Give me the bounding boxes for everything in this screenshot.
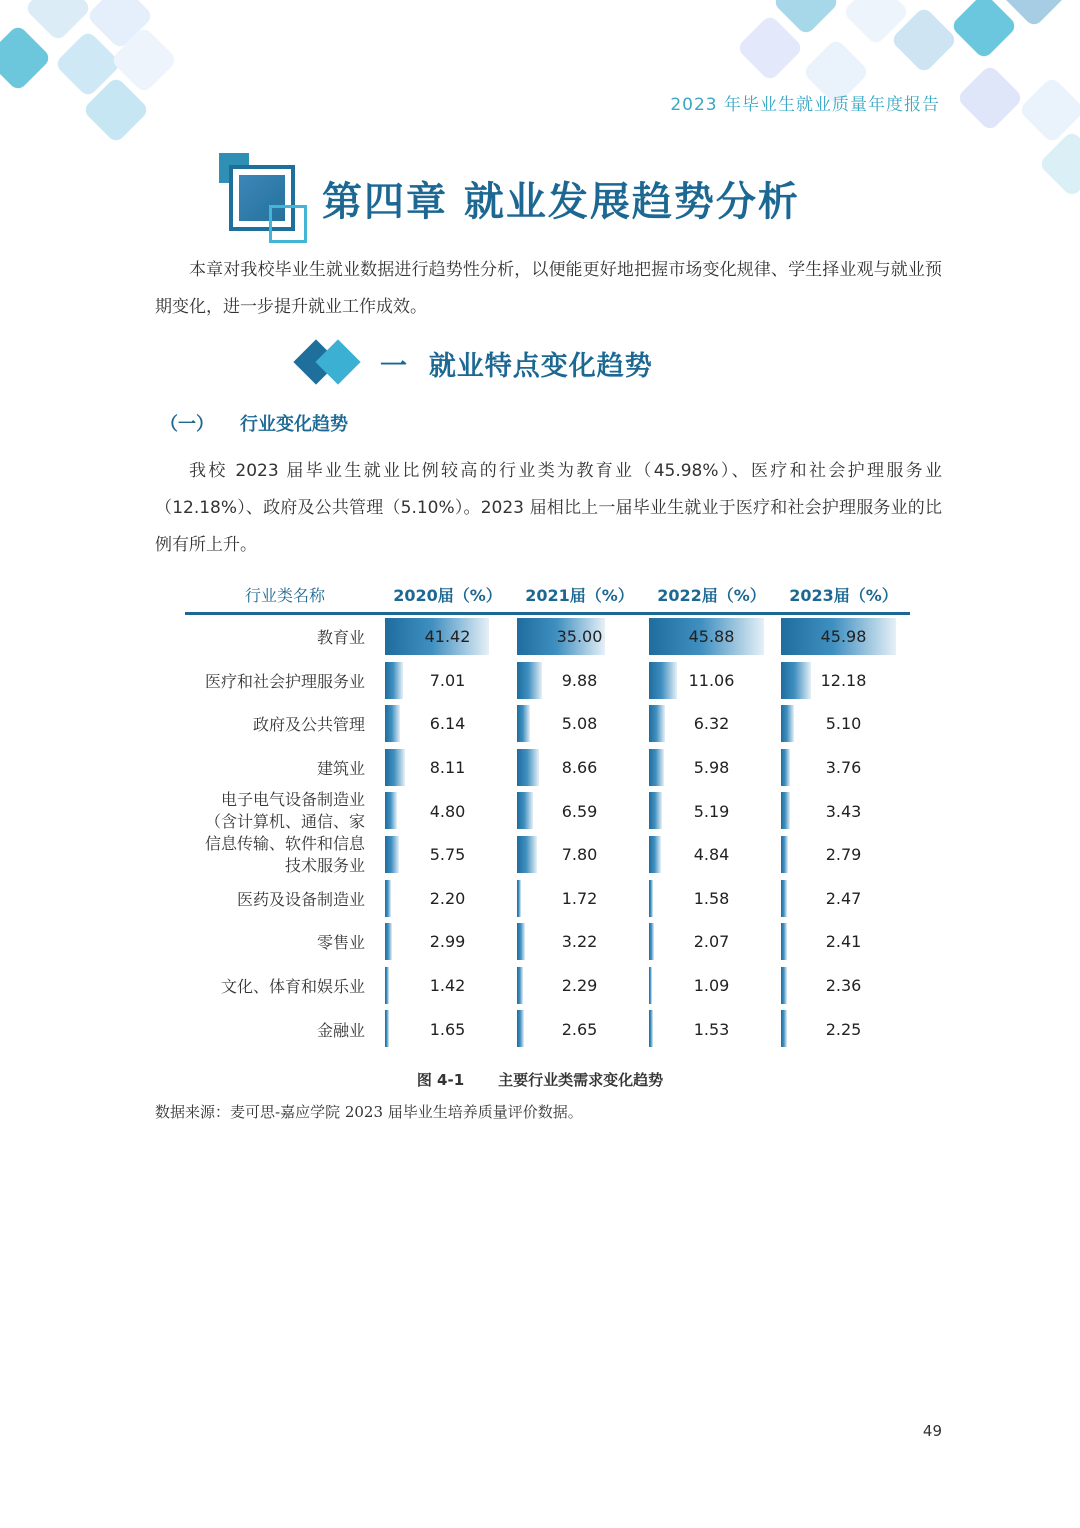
chapter-squares-icon [219, 153, 311, 245]
value-label: 5.08 [561, 714, 598, 734]
page-number: 49 [922, 1422, 942, 1440]
section-title [380, 344, 653, 383]
value-label: 8.66 [561, 758, 598, 778]
value-label: 2.36 [825, 976, 862, 996]
row-label: 金融业 [316, 1020, 365, 1040]
row-label: 零售业 [316, 933, 365, 953]
value-label: 5.98 [693, 758, 730, 778]
value-label: 8.11 [429, 758, 466, 778]
value-label: 2.65 [561, 1019, 598, 1039]
value-label: 35.00 [556, 627, 603, 647]
row-label-line: 电子电气设备制造业 [220, 789, 365, 809]
value-label: 5.10 [825, 714, 862, 734]
header-2021: 2021届（%） [525, 586, 634, 605]
header-industry-name: 行业类名称 [244, 586, 325, 605]
industry-trend-chart [185, 578, 910, 1048]
value-label: 45.88 [688, 627, 735, 647]
value-label: 7.01 [429, 670, 466, 690]
intro-paragraph: 本章对我校毕业生就业数据进行趋势性分析，以便能更好地把握市场变化规律、学生择业观与就业预期变化，进一步提升就业工作成效。 [155, 260, 942, 317]
table-row [185, 746, 910, 790]
subsection-title [160, 410, 348, 436]
value-label: 4.84 [693, 845, 730, 865]
value-label: 1.09 [693, 976, 730, 996]
row-label-line: （含计算机、通信、家 [204, 811, 365, 831]
value-label: 2.07 [693, 932, 730, 952]
value-label: 4.80 [429, 801, 466, 821]
value-label: 9.88 [561, 670, 598, 690]
value-label: 1.53 [693, 1019, 730, 1039]
body-paragraph: 我校 2023 届毕业生就业比例较高的行业类为教育业（45.98%）、医疗和社会护理服务业（12.18%）、政府及公共管理（5.10%）。2023 届相比上一届毕业生就业于医疗和社会护理服务业的比例有所上升。 [155, 461, 942, 555]
row-label: 文化、体育和娱乐业 [220, 977, 365, 997]
value-label: 1.58 [693, 888, 730, 908]
value-label: 41.42 [424, 627, 471, 647]
section-title-text: 就业特点变化趋势 [428, 351, 653, 382]
value-label: 7.80 [561, 845, 598, 865]
value-label: 2.41 [825, 932, 862, 952]
chart-header [185, 578, 910, 614]
running-header: 2023 年毕业生就业质量年度报告 [670, 95, 940, 115]
value-label: 11.06 [688, 670, 735, 690]
value-label: 2.79 [825, 845, 862, 865]
value-label: 3.76 [825, 758, 862, 778]
row-label: 教育业 [316, 628, 365, 648]
value-label: 6.32 [693, 714, 730, 734]
header-2023: 2023届（%） [789, 586, 898, 605]
value-label: 45.98 [820, 627, 867, 647]
row-label: 政府及公共管理 [252, 715, 365, 735]
header-2022: 2022届（%） [657, 586, 766, 605]
section-diamond-icon [292, 338, 364, 386]
subsection-number: （一） [160, 414, 214, 435]
value-label: 5.75 [429, 845, 466, 865]
value-label: 2.29 [561, 976, 598, 996]
figure-number: 图 4-1 [416, 1071, 465, 1089]
value-label: 6.14 [429, 714, 466, 734]
value-label: 2.99 [429, 932, 466, 952]
row-label [165, 789, 365, 876]
figure-title: 主要行业类需求变化趋势 [498, 1071, 664, 1089]
value-label: 2.25 [825, 1019, 862, 1039]
table-row [185, 615, 910, 659]
value-label: 2.20 [429, 888, 466, 908]
value-label: 12.18 [820, 670, 867, 690]
section-number: 一 [380, 351, 408, 382]
figure-caption [0, 1069, 1080, 1090]
value-label: 1.72 [561, 888, 598, 908]
chapter-title: 第四章 就业发展趋势分析 [322, 179, 800, 225]
value-label: 1.42 [429, 976, 466, 996]
row-label: 医药及设备制造业 [236, 889, 365, 909]
value-label: 2.47 [825, 888, 862, 908]
table-row [185, 1007, 910, 1051]
row-label: 建筑业 [316, 759, 365, 779]
value-label: 3.43 [825, 801, 862, 821]
data-source-note: 数据来源：麦可思-嘉应学院 2023 届毕业生培养质量评价数据。 [155, 1103, 583, 1121]
table-row [185, 920, 910, 964]
subsection-title-text: 行业变化趋势 [240, 414, 348, 435]
value-label: 1.65 [429, 1019, 466, 1039]
row-label: 医疗和社会护理服务业 [204, 671, 365, 691]
value-label: 6.59 [561, 801, 598, 821]
value-label: 5.19 [693, 801, 730, 821]
row-label-line: 技术服务业 [284, 855, 365, 875]
value-label: 3.22 [561, 932, 598, 952]
header-2020: 2020届（%） [393, 586, 502, 605]
row-label-line: 信息传输、软件和信息 [204, 833, 365, 853]
